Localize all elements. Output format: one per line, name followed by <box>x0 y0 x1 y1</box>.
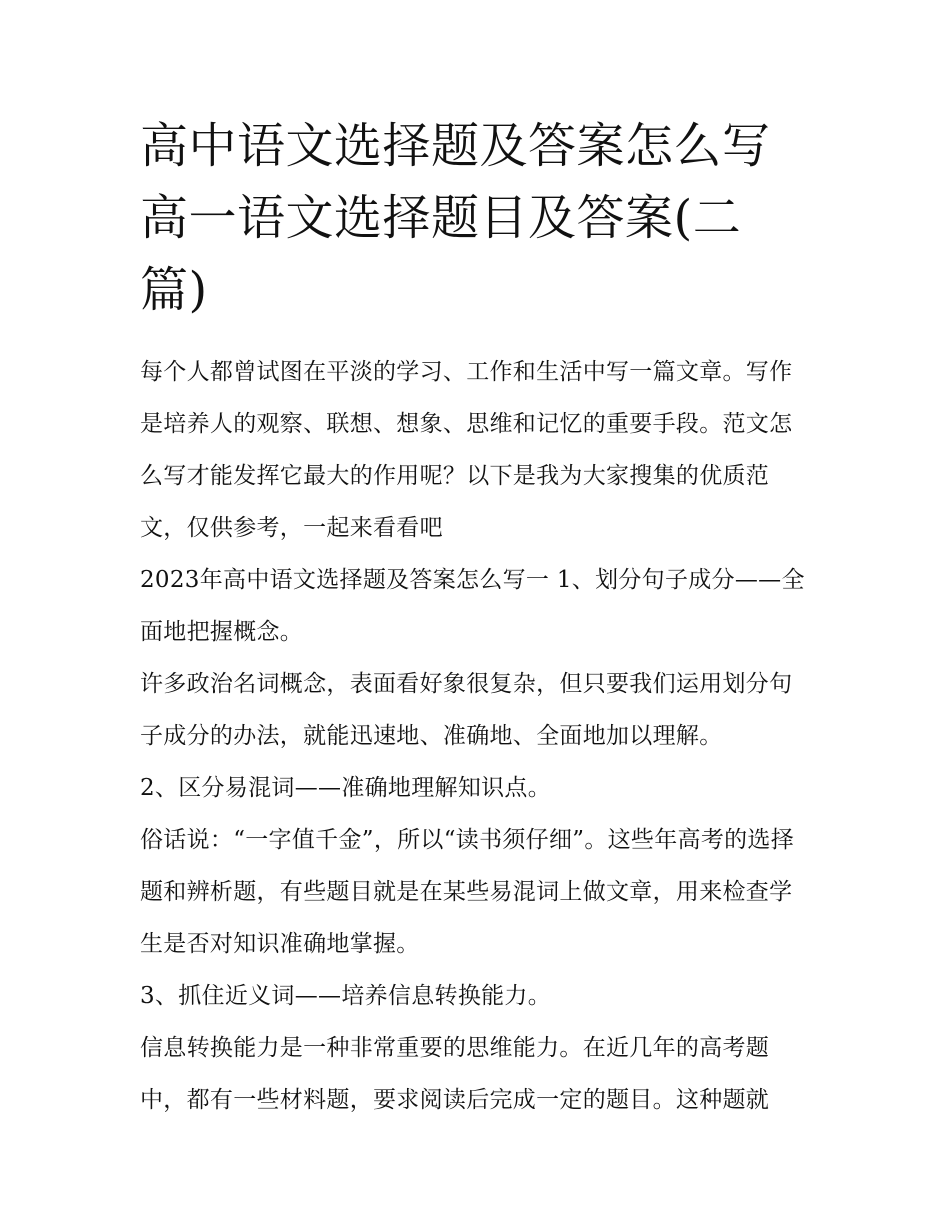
intro-paragraph: 每个人都曾试图在平淡的学习、工作和生活中写一篇文章。写作是培养人的观察、联想、想象、思维和记忆的重要手段。范文怎么写才能发挥它最大的作用呢？以下是我为大家搜集的优质范文，仅供参考，一起来看看吧 <box>140 359 793 541</box>
title-line: 篇) <box>140 262 208 318</box>
section-1-heading: 2023年高中语文选择题及答案怎么写一 1、划分句子成分——全面地把握概念。 <box>140 567 805 645</box>
section-3-body: 信息转换能力是一种非常重要的思维能力。在近几年的高考题中，都有一些材料题，要求阅读后完成一定的题目。这种题就 <box>140 1035 770 1113</box>
document-title <box>140 110 815 326</box>
document-content <box>140 110 815 1126</box>
section-2-body: 俗话说：“一字值千金”，所以“读书须仔细”。这些年高考的选择题和辨析题，有些题目就是在某些易混词上做文章，用来检查学生是否对知识准确地掌握。 <box>140 827 795 957</box>
title-line: 高一语文选择题目及答案(二 <box>140 190 742 246</box>
section-3-heading: 3、抓住近义词——培养信息转换能力。 <box>140 983 552 1009</box>
title-line: 高中语文选择题及答案怎么写 <box>140 118 771 174</box>
section-1-body: 许多政治名词概念，表面看好象很复杂，但只要我们运用划分句子成分的办法，就能迅速地、准确地、全面地加以理解。 <box>140 671 793 749</box>
section-2-heading: 2、区分易混词——准确地理解知识点。 <box>140 775 552 801</box>
